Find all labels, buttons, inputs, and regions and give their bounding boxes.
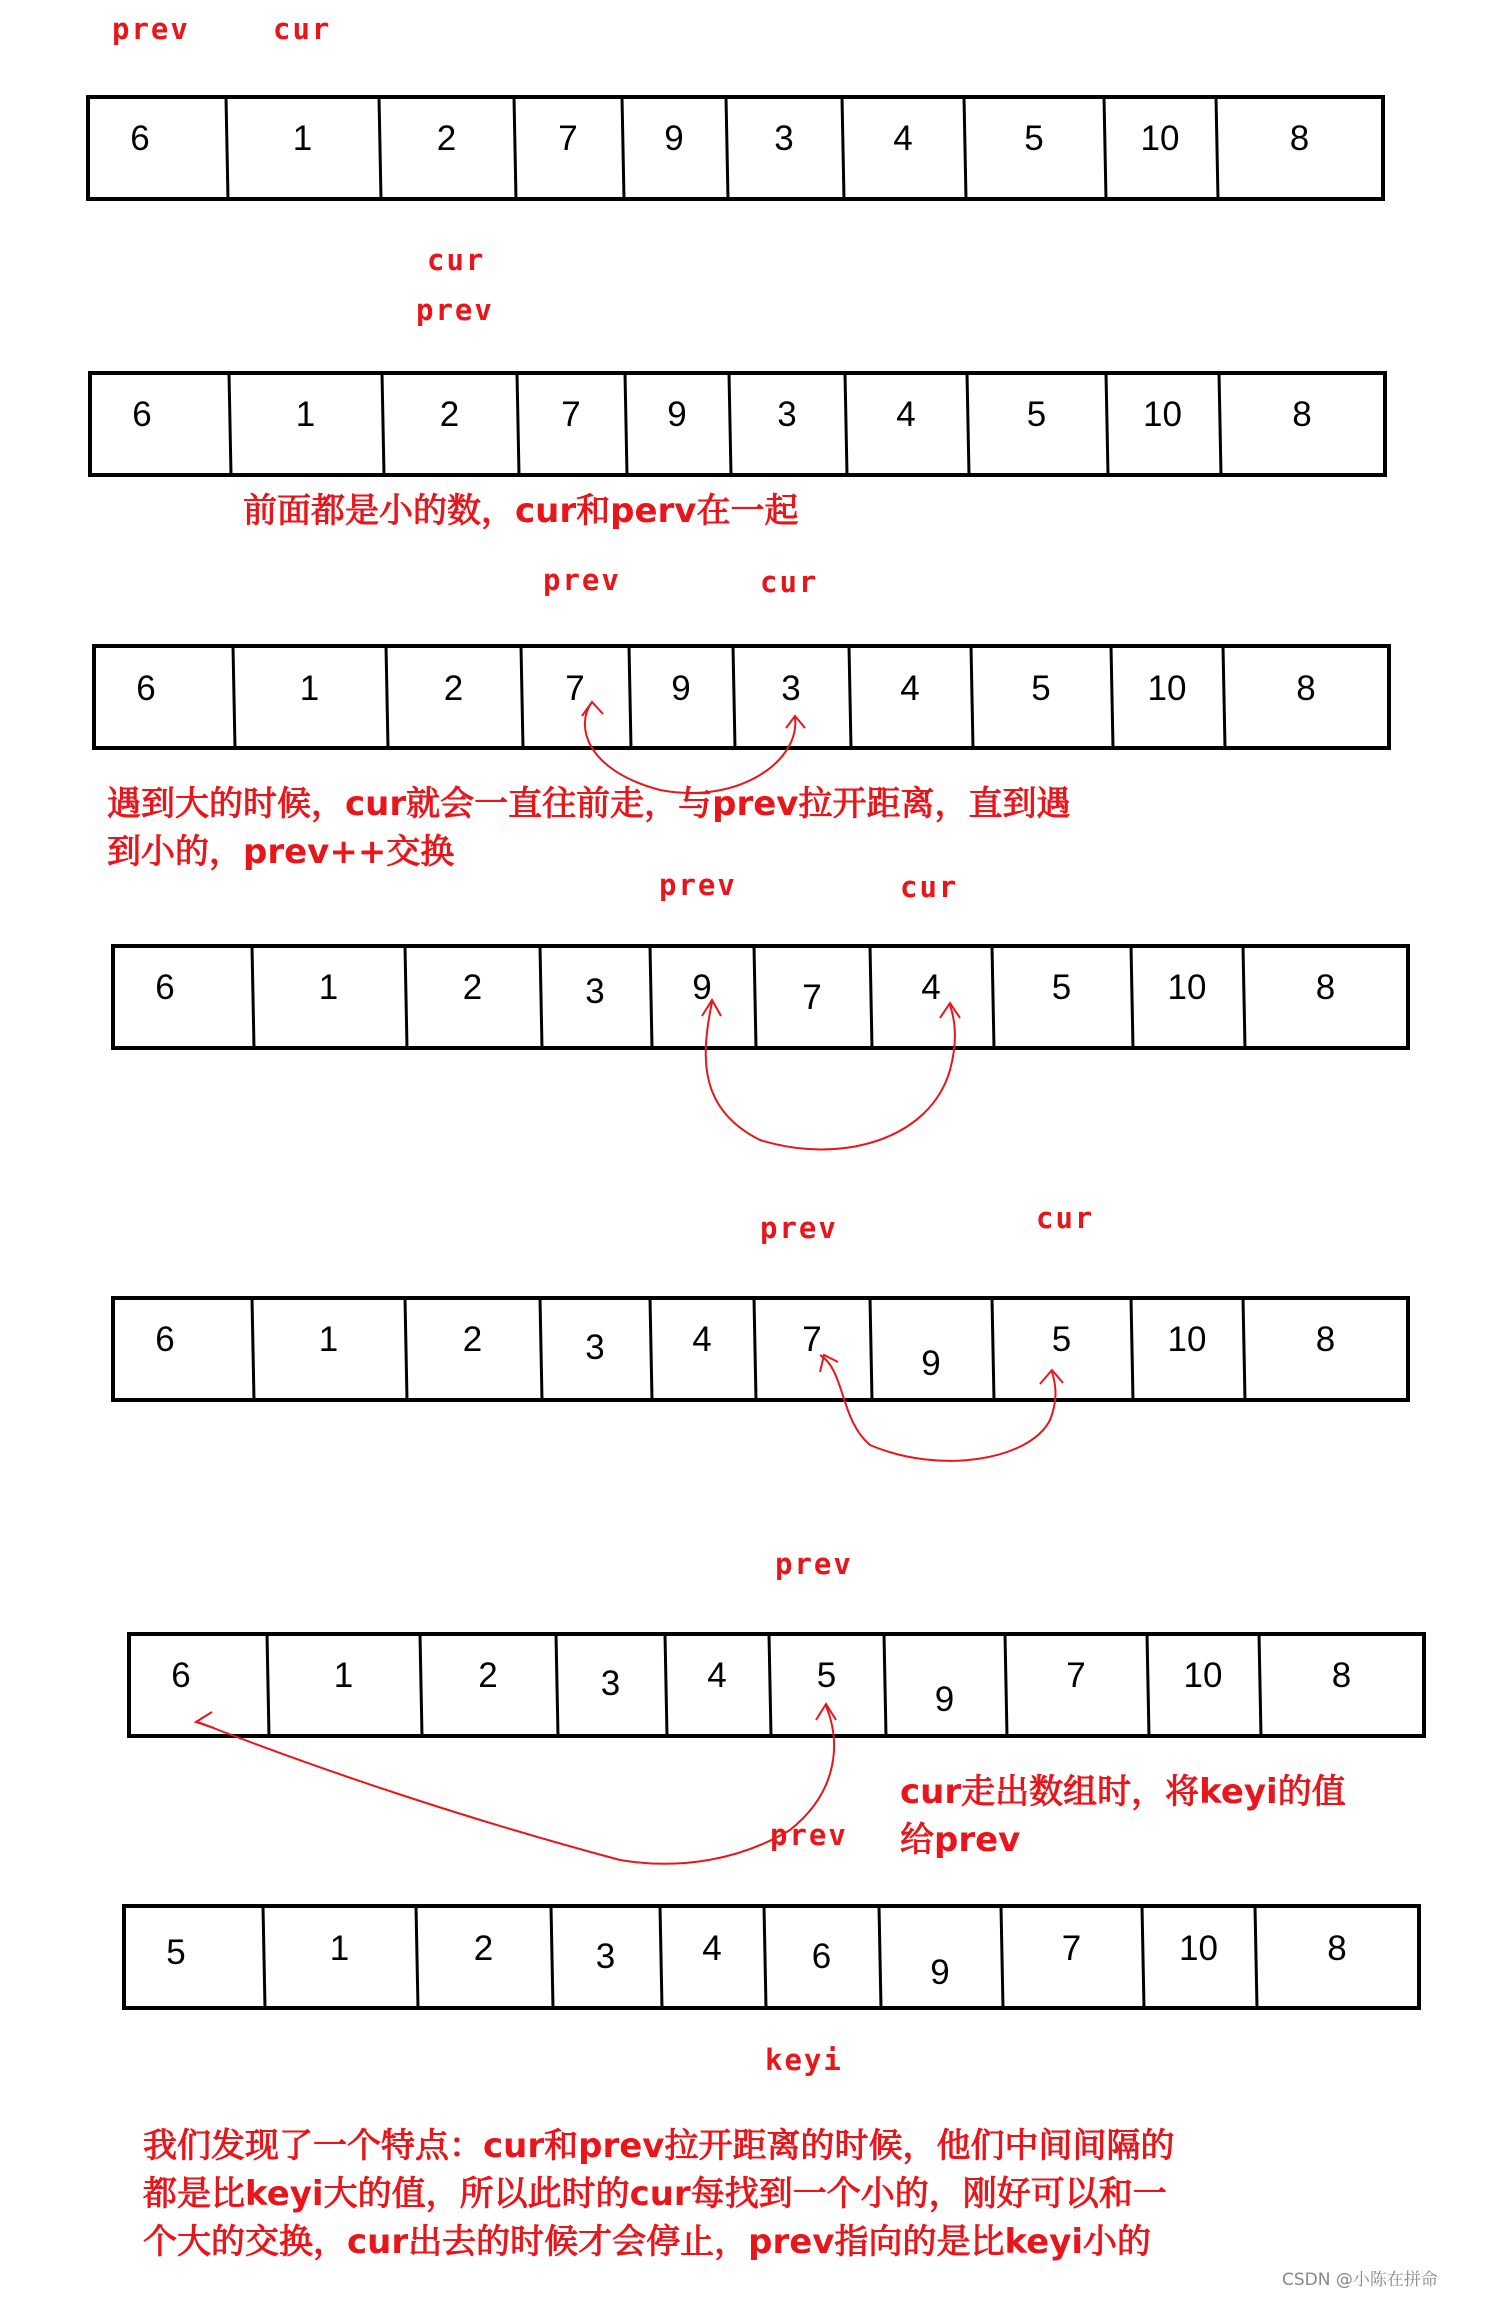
array-cell-value: 6 — [136, 669, 156, 708]
array-cell-value: 4 — [692, 1320, 712, 1359]
array-cell-value: 8 — [1327, 1929, 1347, 1968]
array-cell-value: 5 — [1024, 119, 1044, 158]
array-row — [113, 1298, 1408, 1400]
array-cell-value: 1 — [318, 968, 339, 1007]
cell-divider — [1243, 1298, 1245, 1400]
array-cell-value: 1 — [299, 669, 320, 708]
array-cell-value: 3 — [781, 669, 801, 708]
note-swap-line2: 到小的，prev++交换 — [107, 832, 455, 872]
cell-divider — [405, 1298, 407, 1400]
summary-line3: 个大的交换，cur出去的时候才会停止，prev指向的是比keyi小的 — [143, 2222, 1152, 2262]
array-cell-value: 1 — [333, 1656, 354, 1695]
cell-divider — [1243, 946, 1245, 1048]
array-cell-value: 9 — [692, 968, 712, 1007]
cell-divider — [650, 946, 652, 1048]
array-cell-value: 5 — [1031, 669, 1051, 708]
array-cell-value: 6 — [811, 1937, 832, 1976]
cell-divider — [629, 646, 631, 748]
cell-divider — [769, 1634, 771, 1736]
cell-divider — [1259, 1634, 1261, 1736]
note-swap-line1: 遇到大的时候，cur就会一直往前走，与prev拉开距离，直到遇 — [107, 784, 1071, 824]
array-border — [90, 373, 1385, 475]
array-cell-value: 9 — [671, 669, 691, 708]
cell-divider — [1223, 646, 1225, 748]
array-cell-value: 4 — [893, 119, 913, 158]
array-border — [113, 1298, 1408, 1400]
array-cell-value: 2 — [462, 968, 483, 1007]
cell-divider — [992, 946, 994, 1048]
cell-divider — [726, 97, 728, 199]
cell-divider — [540, 946, 542, 1048]
cell-divider — [870, 1298, 872, 1400]
array-cell-value: 6 — [130, 119, 150, 158]
array-cell-value: 3 — [595, 1937, 616, 1976]
array-cell-value: 1 — [295, 395, 316, 434]
array-cell-value: 10 — [1140, 119, 1180, 158]
cur-label-row3: cur — [760, 565, 819, 599]
cell-divider — [733, 646, 735, 748]
cur-label-row1: cur — [273, 12, 332, 46]
array-cell-value: 8 — [1315, 968, 1336, 1007]
cell-divider — [764, 1906, 766, 2008]
cell-divider — [1131, 946, 1133, 1048]
array-cell-value: 9 — [664, 119, 684, 158]
prev-label-row5: prev — [760, 1211, 838, 1245]
array-row — [129, 1634, 1424, 1736]
cell-divider — [379, 97, 381, 199]
array-row — [88, 97, 1383, 199]
array-cell-value: 2 — [439, 395, 460, 434]
cell-divider — [992, 1298, 994, 1400]
array-row — [90, 373, 1385, 475]
cell-divider — [420, 1634, 422, 1736]
cur-label-row2: cur — [427, 243, 486, 277]
array-border — [94, 646, 1389, 748]
cell-divider — [416, 1906, 418, 2008]
array-cell-value: 7 — [565, 669, 585, 708]
cell-divider — [1219, 373, 1221, 475]
array-cell-value: 3 — [585, 972, 605, 1011]
cell-divider — [1001, 1906, 1003, 2008]
prev-label-row2: prev — [416, 293, 494, 327]
cell-divider — [729, 373, 731, 475]
array-cell-value: 10 — [1183, 1656, 1223, 1695]
array-cell-value: 3 — [777, 395, 797, 434]
array-cell-value: 5 — [1051, 1320, 1072, 1359]
cell-divider — [1142, 1906, 1144, 2008]
cell-divider — [382, 373, 384, 475]
cell-divider — [967, 373, 969, 475]
array-cell-value: 9 — [930, 1953, 950, 1992]
array-cell-value: 1 — [329, 1929, 350, 1968]
array-row — [113, 946, 1408, 1048]
array-cell-value: 4 — [900, 669, 920, 708]
array-cell-value: 6 — [171, 1656, 191, 1695]
array-border — [88, 97, 1383, 199]
cell-divider — [551, 1906, 553, 2008]
cell-divider — [233, 646, 235, 748]
prev-label-row3: prev — [543, 563, 621, 597]
array-cell-value: 3 — [774, 119, 794, 158]
array-cell-value: 8 — [1292, 395, 1312, 434]
array-cell-value: 1 — [318, 1320, 339, 1359]
array-cell-value: 2 — [443, 669, 464, 708]
cell-divider — [870, 946, 872, 1048]
cell-divider — [252, 1298, 254, 1400]
cell-divider — [849, 646, 851, 748]
array-border — [129, 1634, 1424, 1736]
prev-label-row7: prev — [770, 1818, 848, 1852]
cell-divider — [1104, 97, 1106, 199]
array-row — [94, 646, 1389, 748]
cell-divider — [754, 946, 756, 1048]
array-cell-value: 6 — [155, 1320, 175, 1359]
keyi-label: keyi — [765, 2043, 843, 2077]
cell-divider — [754, 1298, 756, 1400]
array-cell-value: 9 — [934, 1680, 955, 1719]
cur-label-row4: cur — [900, 870, 959, 904]
array-cell-value: 7 — [1066, 1656, 1086, 1695]
cell-divider — [1147, 1634, 1149, 1736]
cell-divider — [226, 97, 228, 199]
note-cur-exit-line2: 给prev — [900, 1820, 1021, 1860]
prev-label-row1: prev — [112, 12, 190, 46]
prev-label-row4: prev — [659, 868, 737, 902]
cell-divider — [660, 1906, 662, 2008]
cell-divider — [879, 1906, 881, 2008]
array-cell-value: 7 — [561, 395, 581, 434]
note-same-position: 前面都是小的数，cur和perv在一起 — [243, 491, 799, 531]
cell-divider — [625, 373, 627, 475]
array-cell-value: 1 — [292, 119, 313, 158]
cell-divider — [1106, 373, 1108, 475]
array-cell-value: 10 — [1147, 669, 1187, 708]
array-cell-value: 8 — [1315, 1320, 1336, 1359]
cell-divider — [556, 1634, 558, 1736]
array-border — [124, 1906, 1419, 2008]
array-cell-value: 7 — [1061, 1929, 1082, 1968]
cell-divider — [650, 1298, 652, 1400]
array-cell-value: 10 — [1143, 395, 1182, 434]
cell-divider — [884, 1634, 886, 1736]
prev-label-row6: prev — [775, 1547, 853, 1581]
cell-divider — [1005, 1634, 1007, 1736]
cell-divider — [229, 373, 231, 475]
cell-divider — [1216, 97, 1218, 199]
cell-divider — [263, 1906, 265, 2008]
array-border — [113, 946, 1408, 1048]
csdn-watermark: CSDN @小陈在拼命 — [1282, 2270, 1438, 2290]
array-cell-value: 8 — [1296, 669, 1316, 708]
cell-divider — [267, 1634, 269, 1736]
array-cell-value: 7 — [802, 1320, 822, 1359]
array-cell-value: 5 — [166, 1933, 186, 1972]
cell-divider — [1255, 1906, 1257, 2008]
cell-divider — [252, 946, 254, 1048]
array-rows — [88, 97, 1424, 2008]
cell-divider — [540, 1298, 542, 1400]
cur-label-row5: cur — [1036, 1201, 1095, 1235]
array-cell-value: 5 — [1026, 395, 1047, 434]
array-cell-value: 4 — [921, 968, 941, 1007]
array-cell-value: 9 — [921, 1344, 941, 1383]
cell-divider — [521, 646, 523, 748]
summary-line2: 都是比keyi大的值，所以此时的cur每找到一个小的，刚好可以和一 — [143, 2174, 1167, 2214]
cell-divider — [842, 97, 844, 199]
cell-divider — [405, 946, 407, 1048]
cell-divider — [1111, 646, 1113, 748]
cell-divider — [964, 97, 966, 199]
array-cell-value: 8 — [1289, 119, 1310, 158]
array-cell-value: 7 — [558, 119, 578, 158]
array-cell-value: 2 — [436, 119, 457, 158]
cell-divider — [386, 646, 388, 748]
array-cell-value: 10 — [1179, 1929, 1218, 1968]
array-cell-value: 2 — [478, 1656, 498, 1695]
cell-divider — [514, 97, 516, 199]
array-cell-value: 8 — [1331, 1656, 1352, 1695]
summary-line1: 我们发现了一个特点：cur和prev拉开距离的时候，他们中间间隔的 — [143, 2126, 1175, 2166]
cell-divider — [971, 646, 973, 748]
array-cell-value: 10 — [1167, 968, 1207, 1007]
array-cell-value: 5 — [816, 1656, 837, 1695]
cell-divider — [622, 97, 624, 199]
array-cell-value: 4 — [707, 1656, 727, 1695]
cell-divider — [665, 1634, 667, 1736]
array-cell-value: 9 — [667, 395, 687, 434]
note-cur-exit-line1: cur走出数组时，将keyi的值 — [900, 1772, 1346, 1812]
array-cell-value: 4 — [702, 1929, 722, 1968]
array-cell-value: 10 — [1167, 1320, 1207, 1359]
array-cell-value: 6 — [132, 395, 152, 434]
array-cell-value: 7 — [802, 978, 822, 1017]
array-cell-value: 3 — [585, 1328, 605, 1367]
array-cell-value: 3 — [600, 1664, 621, 1703]
cell-divider — [845, 373, 847, 475]
array-cell-value: 5 — [1051, 968, 1072, 1007]
cell-divider — [1131, 1298, 1133, 1400]
array-cell-value: 4 — [896, 395, 916, 434]
array-cell-value: 2 — [473, 1929, 494, 1968]
cell-divider — [517, 373, 519, 475]
array-cell-value: 2 — [462, 1320, 483, 1359]
array-cell-value: 6 — [155, 968, 175, 1007]
array-row — [124, 1906, 1419, 2008]
